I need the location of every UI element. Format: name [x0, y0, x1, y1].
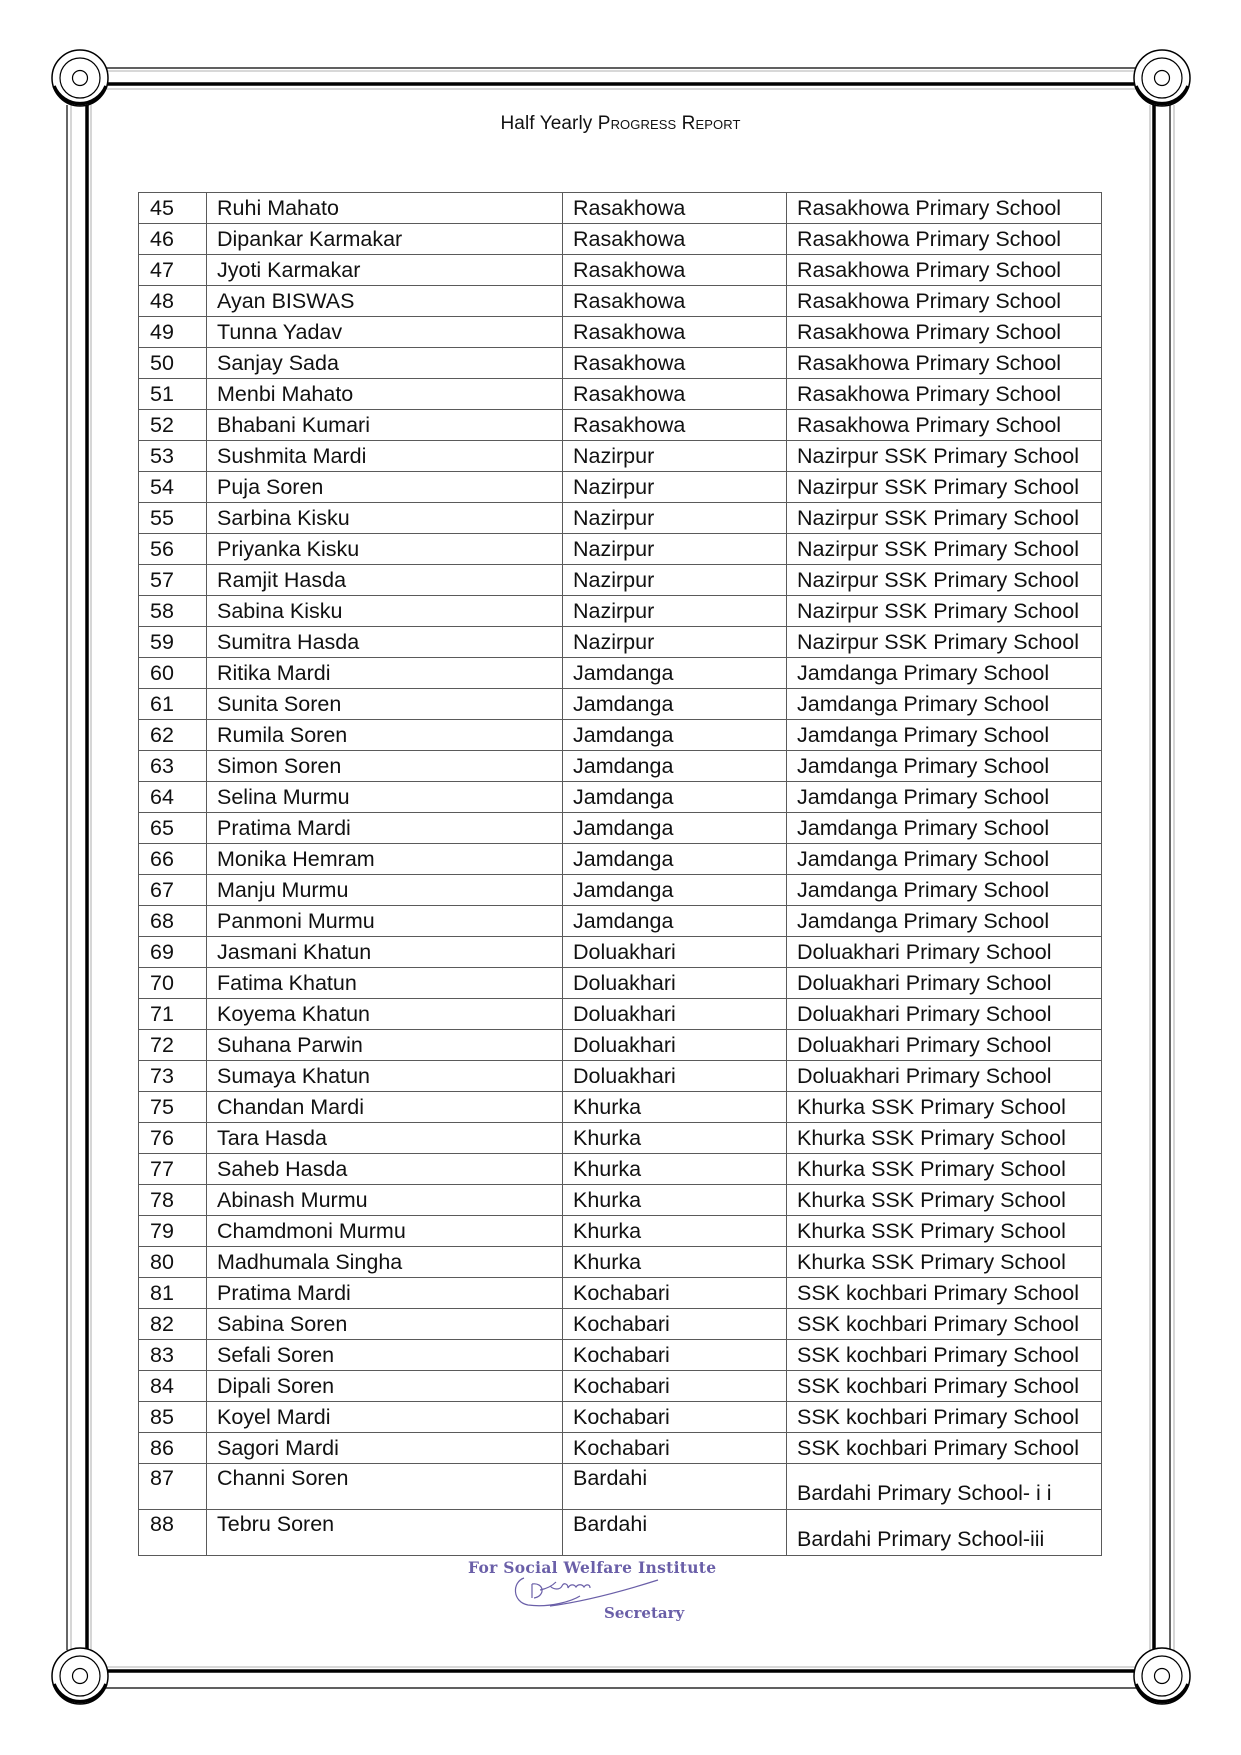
table-row [139, 875, 1102, 906]
table-row [139, 379, 1102, 410]
table-row [139, 627, 1102, 658]
serial-number-cell: 51 [139, 379, 207, 410]
name-cell: Sarbina Kisku [207, 503, 563, 534]
village-cell: Doluakhari [563, 968, 787, 999]
table-row [139, 193, 1102, 224]
name-cell: Koyema Khatun [207, 999, 563, 1030]
name-cell: Ruhi Mahato [207, 193, 563, 224]
serial-number-cell: 52 [139, 410, 207, 441]
village-cell: Kochabari [563, 1402, 787, 1433]
village-cell: Rasakhowa [563, 286, 787, 317]
title-suffix: Progress Report [597, 113, 741, 134]
name-cell: Tara Hasda [207, 1123, 563, 1154]
serial-number-cell: 49 [139, 317, 207, 348]
serial-number-cell: 88 [139, 1510, 207, 1556]
village-cell: Khurka [563, 1185, 787, 1216]
school-cell: Rasakhowa Primary School [787, 410, 1102, 441]
table-row [139, 1123, 1102, 1154]
table-row [139, 286, 1102, 317]
serial-number-cell: 80 [139, 1247, 207, 1278]
school-cell: Doluakhari Primary School [787, 999, 1102, 1030]
name-cell: Sabina Soren [207, 1309, 563, 1340]
serial-number-cell: 66 [139, 844, 207, 875]
school-cell: Doluakhari Primary School [787, 1061, 1102, 1092]
school-cell: Rasakhowa Primary School [787, 379, 1102, 410]
village-cell: Doluakhari [563, 1061, 787, 1092]
village-cell: Khurka [563, 1092, 787, 1123]
name-cell: Chandan Mardi [207, 1092, 563, 1123]
page-title [0, 113, 1241, 135]
corner-ornament-bottom-left [52, 1648, 108, 1704]
table-row [139, 1154, 1102, 1185]
village-cell: Kochabari [563, 1371, 787, 1402]
serial-number-cell: 78 [139, 1185, 207, 1216]
village-cell: Jamdanga [563, 751, 787, 782]
table-row [139, 348, 1102, 379]
school-cell: Rasakhowa Primary School [787, 286, 1102, 317]
name-cell: Sushmita Mardi [207, 441, 563, 472]
table-row [139, 1402, 1102, 1433]
school-cell: Doluakhari Primary School [787, 937, 1102, 968]
serial-number-cell: 72 [139, 1030, 207, 1061]
serial-number-cell: 56 [139, 534, 207, 565]
name-cell: Panmoni Murmu [207, 906, 563, 937]
name-cell: Monika Hemram [207, 844, 563, 875]
stamp-role: Secretary [604, 1604, 685, 1622]
table-row [139, 658, 1102, 689]
name-cell: Suhana Parwin [207, 1030, 563, 1061]
table-row [139, 782, 1102, 813]
village-cell: Nazirpur [563, 565, 787, 596]
village-cell: Kochabari [563, 1340, 787, 1371]
school-cell: Rasakhowa Primary School [787, 317, 1102, 348]
school-cell: Rasakhowa Primary School [787, 193, 1102, 224]
name-cell: Puja Soren [207, 472, 563, 503]
village-cell: Jamdanga [563, 844, 787, 875]
name-cell: Sumaya Khatun [207, 1061, 563, 1092]
table-row [139, 410, 1102, 441]
school-cell: Jamdanga Primary School [787, 875, 1102, 906]
name-cell: Ayan BISWAS [207, 286, 563, 317]
serial-number-cell: 73 [139, 1061, 207, 1092]
school-cell: SSK kochbari Primary School [787, 1371, 1102, 1402]
table-row [139, 751, 1102, 782]
serial-number-cell: 75 [139, 1092, 207, 1123]
name-cell: Sunita Soren [207, 689, 563, 720]
school-cell: Nazirpur SSK Primary School [787, 534, 1102, 565]
school-cell: Nazirpur SSK Primary School [787, 596, 1102, 627]
village-cell: Bardahi [563, 1510, 787, 1556]
village-cell: Rasakhowa [563, 317, 787, 348]
village-cell: Nazirpur [563, 596, 787, 627]
table-row [139, 472, 1102, 503]
village-cell: Rasakhowa [563, 379, 787, 410]
table-row [139, 968, 1102, 999]
village-cell: Jamdanga [563, 720, 787, 751]
serial-number-cell: 77 [139, 1154, 207, 1185]
signature-stamp [462, 1558, 717, 1628]
serial-number-cell: 63 [139, 751, 207, 782]
village-cell: Doluakhari [563, 1030, 787, 1061]
name-cell: Sagori Mardi [207, 1433, 563, 1464]
village-cell: Rasakhowa [563, 255, 787, 286]
beneficiary-table [138, 192, 1102, 1556]
serial-number-cell: 84 [139, 1371, 207, 1402]
table-row [139, 1309, 1102, 1340]
school-cell: SSK kochbari Primary School [787, 1402, 1102, 1433]
table-row [139, 906, 1102, 937]
table-row [139, 1464, 1102, 1510]
school-cell: Khurka SSK Primary School [787, 1154, 1102, 1185]
corner-ornament-top-left [52, 50, 108, 106]
serial-number-cell: 83 [139, 1340, 207, 1371]
table-row [139, 1433, 1102, 1464]
school-cell: Jamdanga Primary School [787, 813, 1102, 844]
serial-number-cell: 61 [139, 689, 207, 720]
village-cell: Jamdanga [563, 813, 787, 844]
village-cell: Khurka [563, 1247, 787, 1278]
serial-number-cell: 50 [139, 348, 207, 379]
name-cell: Pratima Mardi [207, 813, 563, 844]
name-cell: Jasmani Khatun [207, 937, 563, 968]
beneficiary-table-body [139, 193, 1102, 1556]
village-cell: Jamdanga [563, 906, 787, 937]
serial-number-cell: 46 [139, 224, 207, 255]
table-row [139, 503, 1102, 534]
school-cell: Nazirpur SSK Primary School [787, 565, 1102, 596]
school-cell: Khurka SSK Primary School [787, 1185, 1102, 1216]
table-row [139, 1247, 1102, 1278]
school-cell: Nazirpur SSK Primary School [787, 627, 1102, 658]
village-cell: Bardahi [563, 1464, 787, 1510]
name-cell: Tunna Yadav [207, 317, 563, 348]
name-cell: Ramjit Hasda [207, 565, 563, 596]
school-cell: Bardahi Primary School-iii [787, 1510, 1102, 1556]
village-cell: Jamdanga [563, 782, 787, 813]
village-cell: Nazirpur [563, 441, 787, 472]
school-cell: Rasakhowa Primary School [787, 348, 1102, 379]
table-row [139, 1185, 1102, 1216]
handwritten-signature [510, 1574, 660, 1608]
name-cell: Dipankar Karmakar [207, 224, 563, 255]
table-row [139, 1061, 1102, 1092]
school-cell: SSK kochbari Primary School [787, 1340, 1102, 1371]
name-cell: Fatima Khatun [207, 968, 563, 999]
village-cell: Rasakhowa [563, 224, 787, 255]
name-cell: Bhabani Kumari [207, 410, 563, 441]
table-row [139, 317, 1102, 348]
school-cell: SSK kochbari Primary School [787, 1433, 1102, 1464]
table-row [139, 1216, 1102, 1247]
school-cell: Jamdanga Primary School [787, 720, 1102, 751]
title-prefix: Half Yearly [500, 113, 598, 134]
corner-ornament-top-right [1134, 50, 1190, 106]
school-cell: Jamdanga Primary School [787, 751, 1102, 782]
serial-number-cell: 59 [139, 627, 207, 658]
school-cell: SSK kochbari Primary School [787, 1278, 1102, 1309]
village-cell: Khurka [563, 1123, 787, 1154]
serial-number-cell: 85 [139, 1402, 207, 1433]
table-row [139, 1278, 1102, 1309]
serial-number-cell: 57 [139, 565, 207, 596]
school-cell: Jamdanga Primary School [787, 844, 1102, 875]
serial-number-cell: 64 [139, 782, 207, 813]
table-row [139, 720, 1102, 751]
school-cell: Jamdanga Primary School [787, 689, 1102, 720]
table-row [139, 1510, 1102, 1556]
school-cell: Rasakhowa Primary School [787, 255, 1102, 286]
village-cell: Rasakhowa [563, 193, 787, 224]
village-cell: Khurka [563, 1216, 787, 1247]
table-row [139, 1092, 1102, 1123]
table-row [139, 534, 1102, 565]
table-row [139, 937, 1102, 968]
name-cell: Chamdmoni Murmu [207, 1216, 563, 1247]
name-cell: Jyoti Karmakar [207, 255, 563, 286]
name-cell: Sefali Soren [207, 1340, 563, 1371]
name-cell: Manju Murmu [207, 875, 563, 906]
school-cell: Jamdanga Primary School [787, 658, 1102, 689]
village-cell: Rasakhowa [563, 348, 787, 379]
name-cell: Priyanka Kisku [207, 534, 563, 565]
serial-number-cell: 47 [139, 255, 207, 286]
serial-number-cell: 69 [139, 937, 207, 968]
table-row [139, 255, 1102, 286]
table-row [139, 224, 1102, 255]
serial-number-cell: 55 [139, 503, 207, 534]
serial-number-cell: 58 [139, 596, 207, 627]
name-cell: Simon Soren [207, 751, 563, 782]
serial-number-cell: 67 [139, 875, 207, 906]
serial-number-cell: 45 [139, 193, 207, 224]
table-row [139, 1030, 1102, 1061]
serial-number-cell: 86 [139, 1433, 207, 1464]
table-row [139, 1371, 1102, 1402]
school-cell: Doluakhari Primary School [787, 1030, 1102, 1061]
village-cell: Nazirpur [563, 503, 787, 534]
serial-number-cell: 62 [139, 720, 207, 751]
village-cell: Nazirpur [563, 627, 787, 658]
village-cell: Khurka [563, 1154, 787, 1185]
table-row [139, 844, 1102, 875]
village-cell: Kochabari [563, 1433, 787, 1464]
village-cell: Nazirpur [563, 472, 787, 503]
serial-number-cell: 79 [139, 1216, 207, 1247]
serial-number-cell: 48 [139, 286, 207, 317]
name-cell: Dipali Soren [207, 1371, 563, 1402]
name-cell: Koyel Mardi [207, 1402, 563, 1433]
table-row [139, 565, 1102, 596]
school-cell: Khurka SSK Primary School [787, 1123, 1102, 1154]
serial-number-cell: 60 [139, 658, 207, 689]
table-row [139, 1340, 1102, 1371]
table-row [139, 689, 1102, 720]
school-cell: Jamdanga Primary School [787, 906, 1102, 937]
village-cell: Jamdanga [563, 875, 787, 906]
name-cell: Sanjay Sada [207, 348, 563, 379]
serial-number-cell: 87 [139, 1464, 207, 1510]
school-cell: Nazirpur SSK Primary School [787, 472, 1102, 503]
name-cell: Pratima Mardi [207, 1278, 563, 1309]
table-row [139, 813, 1102, 844]
school-cell: Doluakhari Primary School [787, 968, 1102, 999]
school-cell: Khurka SSK Primary School [787, 1216, 1102, 1247]
name-cell: Sabina Kisku [207, 596, 563, 627]
table-row [139, 441, 1102, 472]
village-cell: Kochabari [563, 1278, 787, 1309]
serial-number-cell: 82 [139, 1309, 207, 1340]
village-cell: Nazirpur [563, 534, 787, 565]
school-cell: Jamdanga Primary School [787, 782, 1102, 813]
name-cell: Ritika Mardi [207, 658, 563, 689]
serial-number-cell: 65 [139, 813, 207, 844]
name-cell: Rumila Soren [207, 720, 563, 751]
name-cell: Sumitra Hasda [207, 627, 563, 658]
name-cell: Madhumala Singha [207, 1247, 563, 1278]
school-cell: Khurka SSK Primary School [787, 1092, 1102, 1123]
village-cell: Kochabari [563, 1309, 787, 1340]
corner-ornament-bottom-right [1134, 1648, 1190, 1704]
village-cell: Rasakhowa [563, 410, 787, 441]
serial-number-cell: 68 [139, 906, 207, 937]
school-cell: Nazirpur SSK Primary School [787, 441, 1102, 472]
village-cell: Jamdanga [563, 658, 787, 689]
village-cell: Doluakhari [563, 937, 787, 968]
name-cell: Channi Soren [207, 1464, 563, 1510]
name-cell: Abinash Murmu [207, 1185, 563, 1216]
name-cell: Saheb Hasda [207, 1154, 563, 1185]
serial-number-cell: 70 [139, 968, 207, 999]
serial-number-cell: 53 [139, 441, 207, 472]
school-cell: Khurka SSK Primary School [787, 1247, 1102, 1278]
village-cell: Jamdanga [563, 689, 787, 720]
serial-number-cell: 81 [139, 1278, 207, 1309]
school-cell: Rasakhowa Primary School [787, 224, 1102, 255]
table-row [139, 596, 1102, 627]
name-cell: Tebru Soren [207, 1510, 563, 1556]
school-cell: Nazirpur SSK Primary School [787, 503, 1102, 534]
serial-number-cell: 54 [139, 472, 207, 503]
serial-number-cell: 76 [139, 1123, 207, 1154]
stamp-organization: For Social Welfare Institute [468, 1558, 717, 1577]
table-row [139, 999, 1102, 1030]
name-cell: Menbi Mahato [207, 379, 563, 410]
name-cell: Selina Murmu [207, 782, 563, 813]
village-cell: Doluakhari [563, 999, 787, 1030]
school-cell: Bardahi Primary School- i i [787, 1464, 1102, 1510]
school-cell: SSK kochbari Primary School [787, 1309, 1102, 1340]
serial-number-cell: 71 [139, 999, 207, 1030]
